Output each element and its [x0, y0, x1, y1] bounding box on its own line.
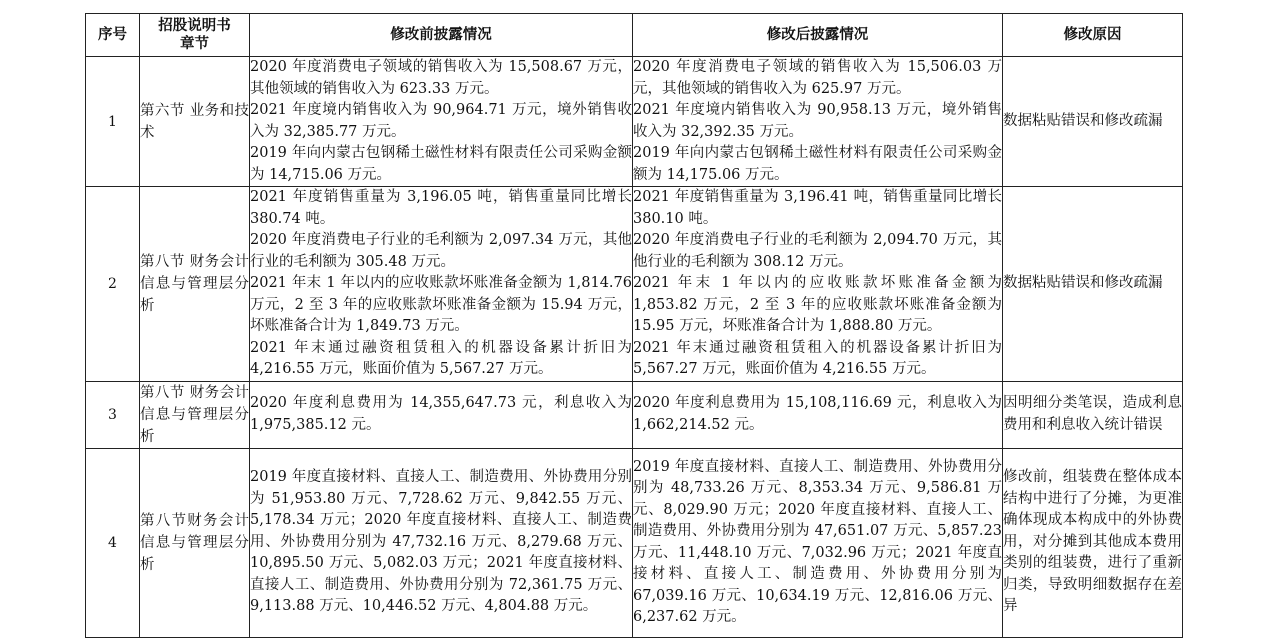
before-disclosure-cell — [250, 448, 633, 637]
before-paragraph: 2019 年度直接材料、直接人工、制造费用、外协费用分别为 51,953.80 万元、7,728.62 万元、9,842.55 万元、5,178.34 万元；2020 年度直接材料、直接人工、制造费用、外协费用分别为 47,732.16 万元、8,279.68 万元、10,895.50 万元、5,082.03 万元；2021 年度直接材料、直接人工、制造费用、外协费用分别为 72,361.75 万元、9,113.88 万元、10,446.52 万元、4,804.88 万元。 — [250, 469, 632, 615]
section-cell: 第八节 财务会计信息与管理层分析 — [140, 187, 250, 382]
reason-cell: 因明细分类笔误，造成利息费用和利息收入统计错误 — [1003, 381, 1183, 448]
after-paragraph: 2021 年末通过融资租赁租入的机器设备累计折旧为 5,567.27 万元，账面价值为 4,216.55 万元。 — [633, 339, 1002, 377]
after-paragraph: 2021 年末 1 年以内的应收账款坏账准备金额为 1,853.82 万元，2 至 3 年的应收账款坏账准备金额为 15.95 万元，坏账准备合计为 1,888.80 万元。 — [633, 275, 1002, 334]
header-after-label: 修改后披露情况 — [766, 27, 869, 43]
after-paragraph: 2019 年度直接材料、直接人工、制造费用、外协费用分别为 48,733.26 万元、8,353.34 万元、9,586.81 万元、8,029.90 万元；2020 年度直接材料、直接人工、制造费用、外协费用分别为 47,651.07 万元、5,857.23 万元、11,448.10 万元、7,032.96 万元；2021 年度直接材料、直接人工、制造费用、外协费用分别为 67,039.16 万元、10,634.19 万元、12,816.06 万元、6,237.62 万元。 — [633, 458, 1002, 625]
table-row — [86, 448, 1183, 637]
reason-cell: 数据粘贴错误和修改疏漏 — [1003, 187, 1183, 382]
header-before — [250, 14, 633, 57]
row-number-cell: 1 — [86, 57, 140, 187]
row-number-cell: 4 — [86, 448, 140, 637]
row-number-cell: 3 — [86, 381, 140, 448]
before-paragraph: 2021 年度境内销售收入为 90,964.71 万元，境外销售收入为 32,385.77 万元。 — [250, 102, 632, 140]
before-paragraph: 2021 年末通过融资租赁租入的机器设备累计折旧为 4,216.55 万元，账面价值为 5,567.27 万元。 — [250, 339, 632, 377]
after-disclosure-cell — [633, 57, 1003, 187]
table-row — [86, 57, 1183, 187]
before-disclosure-cell — [250, 381, 633, 448]
after-disclosure-cell — [633, 381, 1003, 448]
before-paragraph: 2021 年度销售重量为 3,196.05 吨，销售重量同比增长 380.74 吨。 — [250, 189, 632, 227]
before-disclosure-cell — [250, 57, 633, 187]
section-cell: 第八节财务会计信息与管理层分析 — [140, 448, 250, 637]
before-paragraph: 2020 年度利息费用为 14,355,647.73 元，利息收入为 1,975,385.12 元。 — [250, 395, 632, 433]
after-paragraph: 2019 年向内蒙古包钢稀土磁性材料有限责任公司采购金额为 14,175.06 万元。 — [633, 145, 1002, 183]
before-disclosure-cell — [250, 187, 633, 382]
after-paragraph: 2020 年度消费电子行业的毛利额为 2,094.70 万元，其他行业的毛利额为 308.12 万元。 — [633, 232, 1002, 270]
reason-cell: 修改前，组装费在整体成本结构中进行了分摊，为更准确体现成本构成中的外协费用，对分摊到其他成本费用类别的组装费，进行了重新归类，导致明细数据存在差异 — [1003, 448, 1183, 637]
row-number-cell: 2 — [86, 187, 140, 382]
section-cell: 第八节 财务会计信息与管理层分析 — [140, 381, 250, 448]
header-section-label: 招股说明书 章节 — [158, 18, 231, 52]
before-paragraph: 2020 年度消费电子领域的销售收入为 15,508.67 万元，其他领域的销售收入为 623.33 万元。 — [250, 59, 632, 97]
after-paragraph: 2020 年度消费电子领域的销售收入为 15,506.03 万元，其他领域的销售收入为 625.97 万元。 — [633, 59, 1002, 97]
header-before-label: 修改前披露情况 — [390, 27, 492, 43]
header-no-label: 序号 — [98, 27, 127, 43]
reason-cell: 数据粘贴错误和修改疏漏 — [1003, 57, 1183, 187]
after-paragraph: 2020 年度利息费用为 15,108,116.69 元，利息收入为 1,662,214.52 元。 — [633, 395, 1002, 433]
header-after — [633, 14, 1003, 57]
after-disclosure-cell — [633, 187, 1003, 382]
table-row — [86, 187, 1183, 382]
header-reason-label: 修改原因 — [1063, 27, 1122, 43]
disclosure-change-table — [85, 13, 1183, 638]
section-cell: 第六节 业务和技术 — [140, 57, 250, 187]
after-paragraph: 2021 年度境内销售收入为 90,958.13 万元，境外销售收入为 32,392.35 万元。 — [633, 102, 1002, 140]
after-paragraph: 2021 年度销售重量为 3,196.41 吨，销售重量同比增长 380.10 吨。 — [633, 189, 1002, 227]
header-reason — [1003, 14, 1183, 57]
table-row — [86, 381, 1183, 448]
after-disclosure-cell — [633, 448, 1003, 637]
before-paragraph: 2021 年末 1 年以内的应收账款坏账准备金额为 1,814.76 万元，2 至 3 年的应收账款坏账准备金额为 15.94 万元，坏账准备合计为 1,849.73 万元。 — [250, 275, 632, 334]
before-paragraph: 2019 年向内蒙古包钢稀土磁性材料有限责任公司采购金额为 14,715.06 万元。 — [250, 145, 632, 183]
header-section — [140, 14, 250, 57]
before-paragraph: 2020 年度消费电子行业的毛利额为 2,097.34 万元，其他行业的毛利额为 305.48 万元。 — [250, 232, 632, 270]
table-header-row — [86, 14, 1183, 57]
header-no — [86, 14, 140, 57]
